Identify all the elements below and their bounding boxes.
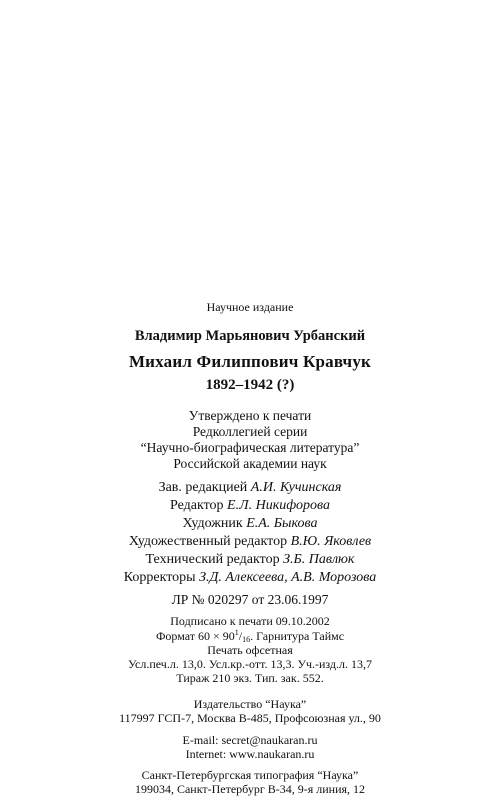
staff-line <box>0 552 500 568</box>
approval-line: “Научно-биографическая литература” <box>140 440 360 455</box>
staff-line <box>0 534 500 550</box>
staff-role: Редактор <box>170 498 224 513</box>
staff-role: Художник <box>182 516 243 531</box>
staff-role: Художественный редактор <box>128 534 288 549</box>
publisher-internet: Internet: www.naukaran.ru <box>185 747 315 761</box>
edition-type: Научное издание <box>206 300 294 314</box>
staff-role: Корректоры <box>123 570 196 585</box>
print-run: Тираж 210 экз. Тип. зак. 552. <box>176 671 324 685</box>
staff-name: З.Д. Алексеева, А.В. Морозова <box>199 570 377 585</box>
print-signed: Подписано к печати 09.10.2002 <box>170 614 330 628</box>
license-number: ЛР № 020297 от 23.06.1997 <box>171 592 329 607</box>
format-sup: 1 <box>234 628 239 637</box>
staff-name: А.И. Кучинская <box>250 480 342 495</box>
staff-line <box>0 570 500 586</box>
format-prefix: Формат 60 × 90 <box>155 629 235 643</box>
format-sub: 16 <box>242 635 251 644</box>
print-sheets: Усл.печ.л. 13,0. Усл.кр.-отт. 13,3. Уч.-изд.л. 13,7 <box>127 657 373 671</box>
life-years: 1892–1942 (?) <box>205 377 295 393</box>
author-name: Владимир Марьянович Урбанский <box>134 328 366 344</box>
publisher-name: Издательство “Наука” <box>193 697 307 711</box>
staff-name: Е.Л. Никифорова <box>227 498 330 513</box>
publisher-address: 117997 ГСП-7, Москва В-485, Профсоюзная ул., 90 <box>119 711 381 725</box>
printer-address: 199034, Санкт-Петербург В-34, 9-я линия, 12 <box>134 782 366 796</box>
book-title: Михаил Филиппович Кравчук <box>128 352 372 371</box>
staff-name: В.Ю. Яковлев <box>290 534 372 549</box>
staff-line <box>0 480 500 496</box>
publisher-email: E-mail: secret@naukaran.ru <box>182 733 318 747</box>
print-format: Формат $60 \times 90^1/_{16}$. Гарнитура Таймс <box>155 628 345 644</box>
format-suffix: . Гарнитура Таймс <box>250 629 345 643</box>
approval-line: Российской академии наук <box>173 456 327 471</box>
staff-name: З.Б. Павлюк <box>283 552 355 567</box>
staff-line <box>0 498 500 514</box>
approval-line: Редколлегией серии <box>192 424 308 439</box>
staff-line <box>0 516 500 532</box>
staff-role: Технический редактор <box>145 552 280 567</box>
print-method: Печать офсетная <box>207 643 293 657</box>
printer-name: Санкт-Петербургская типография “Наука” <box>141 768 359 782</box>
staff-role: Зав. редакцией <box>158 480 248 495</box>
approval-line: Утверждено к печати <box>188 408 312 423</box>
staff-name: Е.А. Быкова <box>246 516 318 531</box>
